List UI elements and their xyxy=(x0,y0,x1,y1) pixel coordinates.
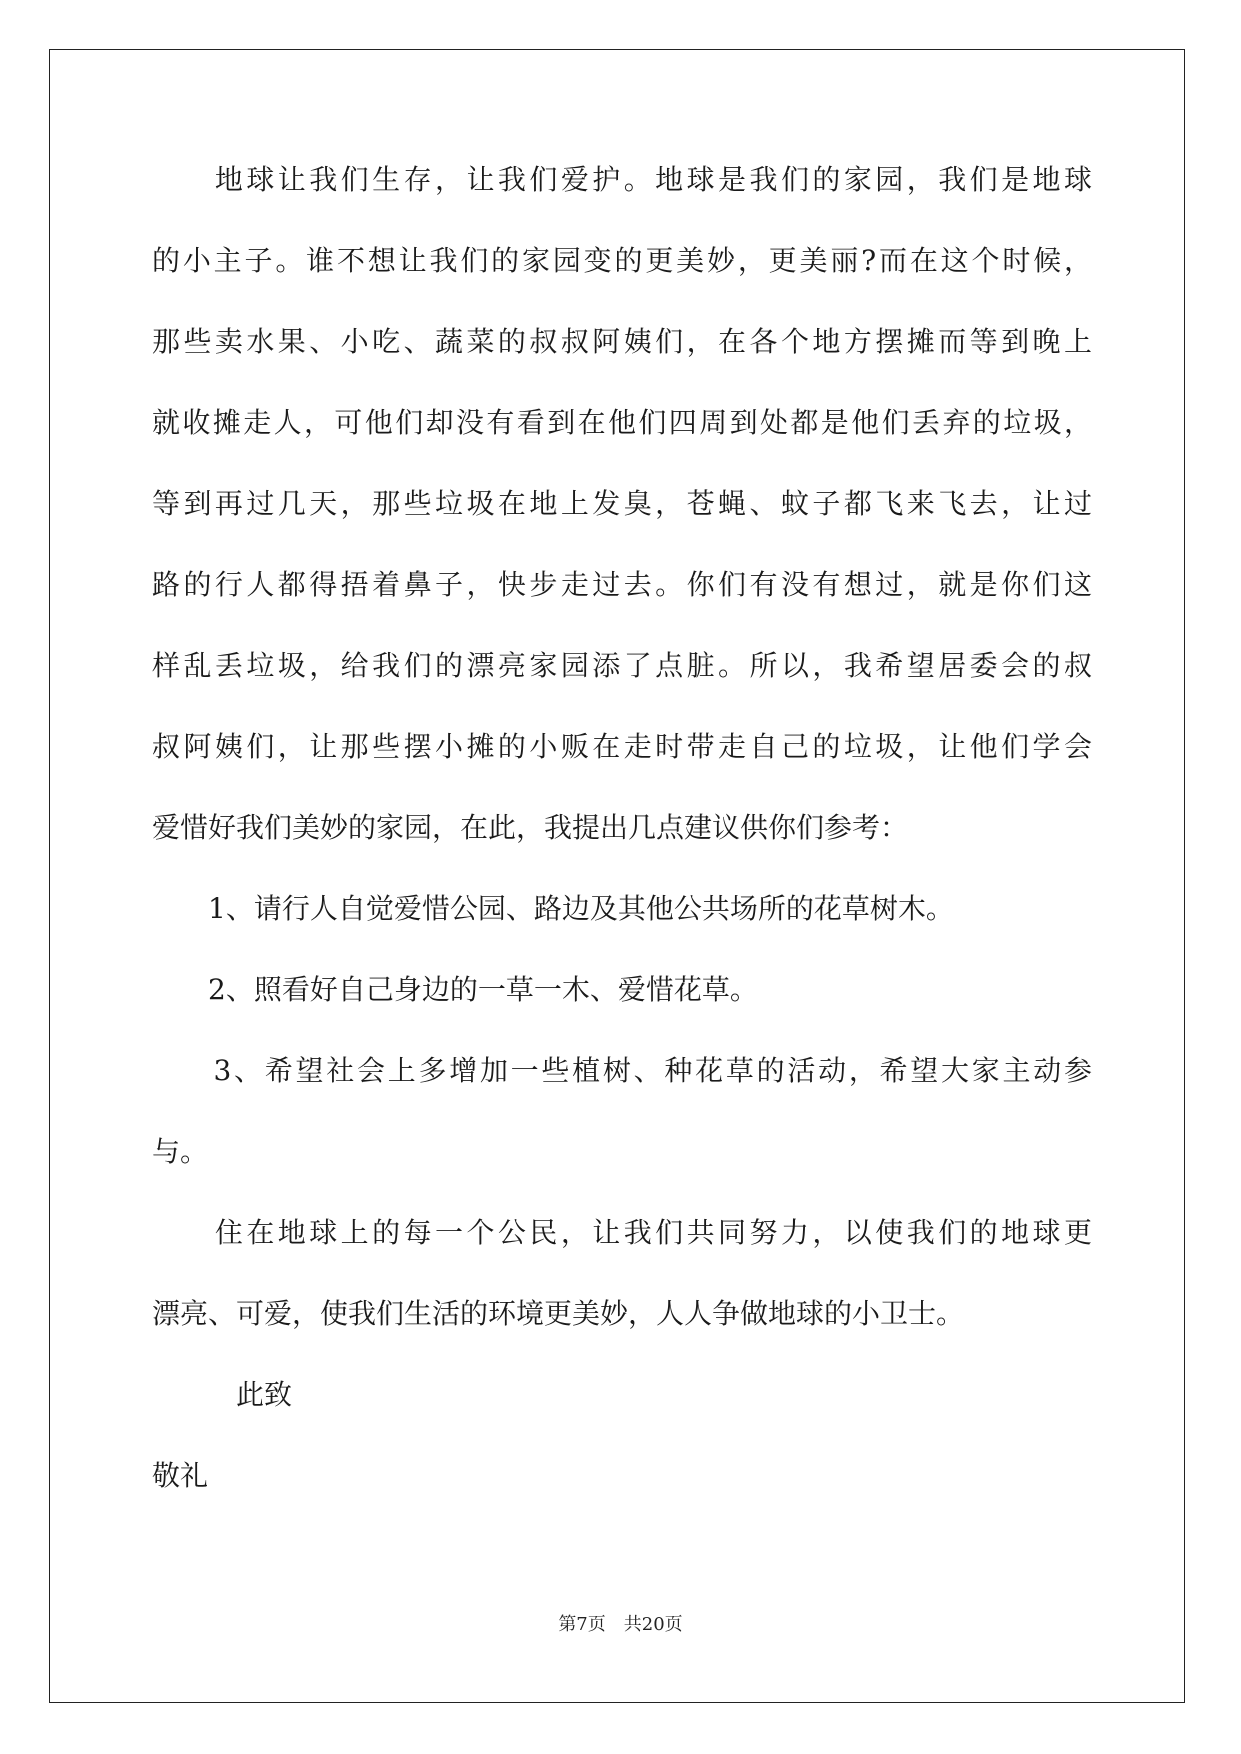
suggestion-item-2: 2、照看好自己身边的一草一木、爱惜花草。 xyxy=(152,973,758,1006)
paragraph-line: 那些卖水果、小吃、蔬菜的叔叔阿姨们，在各个地方摆摊而等到晚上 xyxy=(152,325,1092,358)
paragraph-line: 等到再过几天，那些垃圾在地上发臭，苍蝇、蚊子都飞来飞去，让过 xyxy=(152,487,1092,520)
paragraph-line: 叔阿姨们，让那些摆小摊的小贩在走时带走自己的垃圾，让他们学会 xyxy=(152,730,1092,763)
page-footer xyxy=(0,1613,1241,1637)
page-total: 共20页 xyxy=(623,1614,683,1635)
paragraph-line: 就收摊走人，可他们却没有看到在他们四周到处都是他们丢弃的垃圾， xyxy=(152,406,1092,439)
suggestion-item-1: 1、请行人自觉爱惜公园、路边及其他公共场所的花草树木。 xyxy=(152,892,954,925)
salutation: 敬礼 xyxy=(152,1459,209,1492)
paragraph-line: 爱惜好我们美妙的家园，在此，我提出几点建议供你们参考： xyxy=(152,811,909,844)
closing-phrase: 此致 xyxy=(152,1378,293,1411)
paragraph-line: 漂亮、可爱，使我们生活的环境更美妙，人人争做地球的小卫士。 xyxy=(152,1297,965,1330)
paragraph-line: 样乱丢垃圾，给我们的漂亮家园添了点脏。所以，我希望居委会的叔 xyxy=(152,649,1092,682)
suggestion-item-3-continued: 与。 xyxy=(152,1135,209,1168)
suggestion-item-3: 3、希望社会上多增加一些植树、种花草的活动，希望大家主动参 xyxy=(152,1054,1092,1087)
paragraph-line: 路的行人都得捂着鼻子，快步走过去。你们有没有想过，就是你们这 xyxy=(152,568,1092,601)
page-border xyxy=(49,49,1185,1703)
paragraph-line: 住在地球上的每一个公民，让我们共同努力，以使我们的地球更 xyxy=(152,1216,1092,1249)
page-number: 第7页 xyxy=(558,1614,606,1635)
paragraph-line: 地球让我们生存，让我们爱护。地球是我们的家园，我们是地球 xyxy=(152,163,1092,196)
paragraph-line: 的小主子。谁不想让我们的家园变的更美妙，更美丽?而在这个时候， xyxy=(152,244,1092,277)
